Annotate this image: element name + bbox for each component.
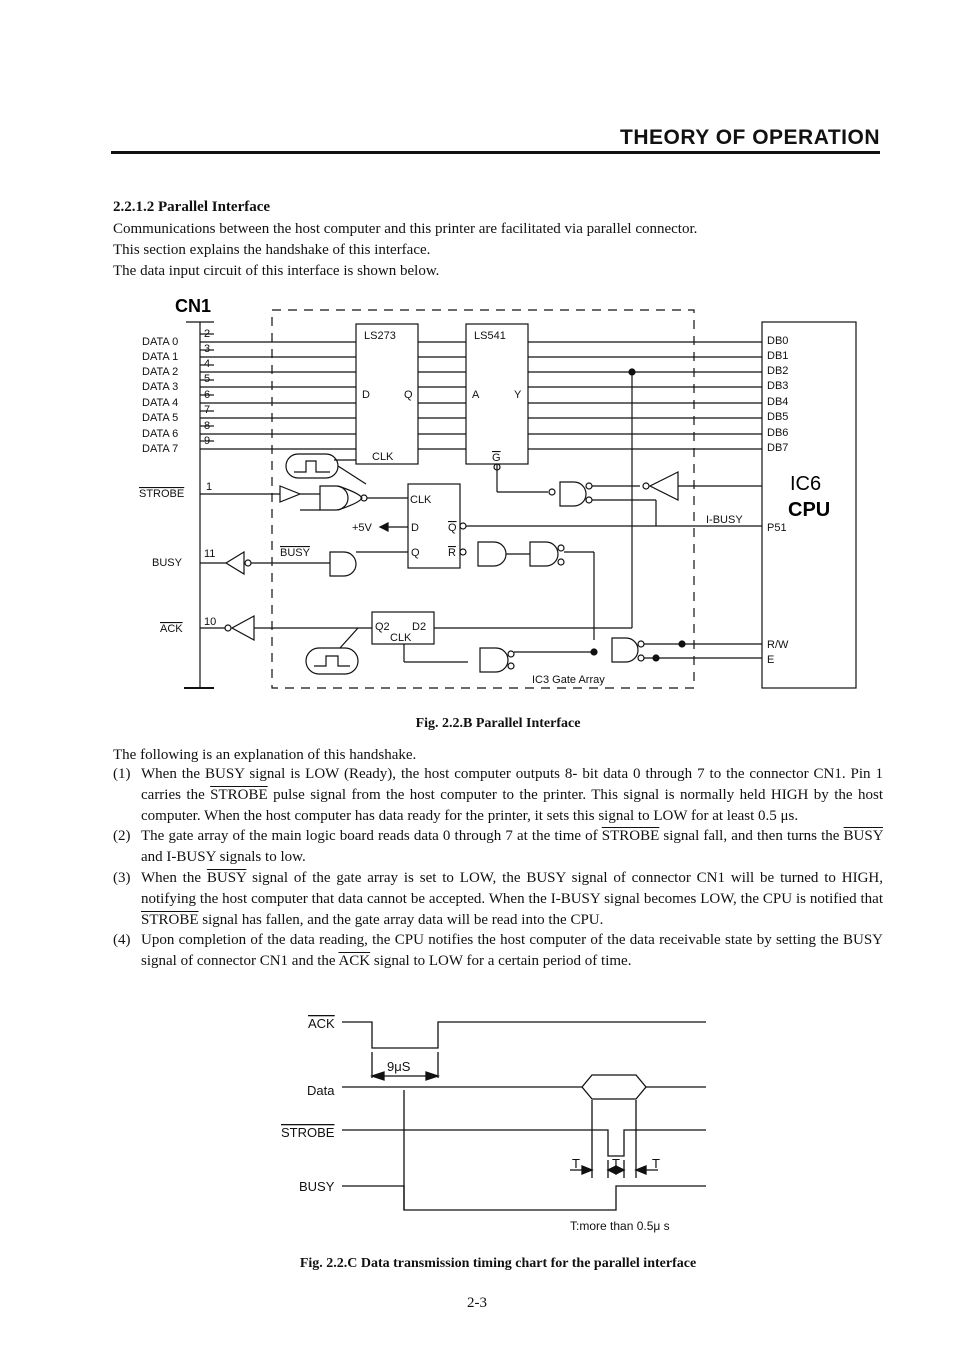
pin-label-1: 3 [204,343,211,355]
counter-clk: CLK [390,632,412,644]
timing-t-label-1: T [572,1156,580,1171]
db-label-3: DB3 [767,380,789,392]
ff-qbar: Q [448,522,457,534]
p51-label: P51 [767,522,787,534]
step-1-text: When the BUSY signal is LOW (Ready), the host computer outputs 8- bit data 0 through 7 to the connector CN1. Pin 1 carries the STROBE pulse signal from the host computer to the printer. This signal is normally held HIGH by the host computer. When the host computer has data ready for the printer, it sets this signal to LOW for at least 0.5 μs. [141,766,883,824]
pin-label-7: 9 [204,435,211,447]
step-2-text: The gate array of the main logic board reads data 0 through 7 at the time of STROBE signal fall, and then turns the BUSY and I-BUSY signals to low. [141,828,883,866]
db-label-1: DB1 [767,350,789,362]
e-label: E [767,654,775,666]
ff-r: R [448,547,456,559]
timing-t-label-2: T [612,1156,620,1171]
timing-ack-label: ACK [308,1016,335,1031]
db-label-6: DB6 [767,427,789,439]
busy-pin: 11 [204,548,216,560]
page-header-title: THEORY OF OPERATION [620,126,880,149]
ls541-g: G [492,452,501,464]
timing-chart [0,1000,954,1250]
section-title: 2.2.1.2 Parallel Interface [113,199,271,215]
ack-pin: 10 [204,616,217,628]
pin-label-3: 5 [204,373,211,385]
counter-d2: D2 [412,621,427,633]
ff-clk: CLK [410,494,432,506]
ls541-y: Y [514,389,522,401]
timing-strobe-label: STROBE [281,1125,335,1140]
counter-q2: Q2 [375,621,390,633]
step-2-number: (2) [113,828,131,845]
handshake-steps [113,764,883,972]
step-3-text: When the BUSY signal of the gate array is set to LOW, the BUSY signal of connector CN1 will be turned to HIGH, notifying the host computer that data cannot be accepted. When the I-BUSY signal becomes LOW, the CPU is notified that STROBE signal has fallen, and the gate array data will be read into the CPU. [141,869,884,928]
db-label-7: DB7 [767,442,789,454]
cpu-label: CPU [788,499,831,521]
data-label-0: DATA 0 [142,336,179,348]
step-3 [113,868,883,930]
ff-d: D [411,522,419,534]
busy-internal: BUSY [280,547,310,559]
data-label-6: DATA 6 [142,428,179,440]
ls541-a: A [472,389,480,401]
step-1 [113,764,883,826]
plus5v-label: +5V [352,522,372,534]
step-4-number: (4) [113,932,131,949]
busy-label: BUSY [152,557,182,569]
i-busy-label: I-BUSY [706,514,743,526]
step-4-text: Upon completion of the data reading, the CPU notifies the host computer of the data receivable state by setting the BUSY signal of connector CN1 and the $\overline{ACK}$ signal to LOW for a certain period of time. [141,932,883,970]
strobe-label: STROBE [139,488,185,500]
ls273-q: Q [404,389,413,401]
timing-t-label-3: T [652,1156,660,1171]
step-3-number: (3) [113,869,131,886]
data-label-3: DATA 3 [142,381,179,393]
rw-label: R/W [767,639,789,651]
intro-line-2: This section explains the handshake of this interface. [113,242,431,258]
db-label-4: DB4 [767,396,789,408]
fig-b-caption: Fig. 2.2.B Parallel Interface [415,716,581,731]
strobe-pin: 1 [206,481,213,493]
ic3-label: IC3 Gate Array [532,674,605,686]
explanation-intro: The following is an explanation of this handshake. [113,747,417,763]
timing-note: T:more than 0.5μ s [570,1219,670,1233]
intro-line-3: The data input circuit of this interface is shown below. [113,263,440,279]
timing-data-label: Data [307,1083,335,1098]
timing-9us-label: 9μS [387,1059,411,1074]
ack-label: ACK [160,623,183,635]
ls273-d: D [362,389,370,401]
ls273-clk: CLK [372,451,394,463]
fig-c-caption: Fig. 2.2.C Data transmission timing chart for the parallel interface [299,1256,697,1271]
data-label-1: DATA 1 [142,351,179,363]
pin-label-2: 4 [204,358,211,370]
pin-label-5: 7 [204,404,211,416]
ls273-label: LS273 [364,330,396,342]
pin-label-0: 2 [204,328,211,340]
data-label-4: DATA 4 [142,397,179,409]
db-label-2: DB2 [767,365,789,377]
step-2 [113,826,883,868]
timing-busy-label: BUSY [299,1179,335,1194]
step-1-number: (1) [113,766,131,782]
ls541-label: LS541 [474,330,506,342]
data-label-5: DATA 5 [142,412,179,424]
db-label-5: DB5 [767,411,789,423]
step-4 [113,930,883,972]
data-label-2: DATA 2 [142,366,179,378]
intro-line-1: Communications between the host computer and this printer are facilitated via parallel connector. [113,221,698,237]
ic6-label: IC6 [790,473,822,495]
ff-q: Q [411,547,420,559]
data-label-7: DATA 7 [142,443,179,455]
pin-label-6: 8 [204,420,211,432]
pin-label-4: 6 [204,389,211,401]
db-label-0: DB0 [767,335,789,347]
cn1-label: CN1 [175,296,212,316]
page-number: 2-3 [467,1295,487,1311]
